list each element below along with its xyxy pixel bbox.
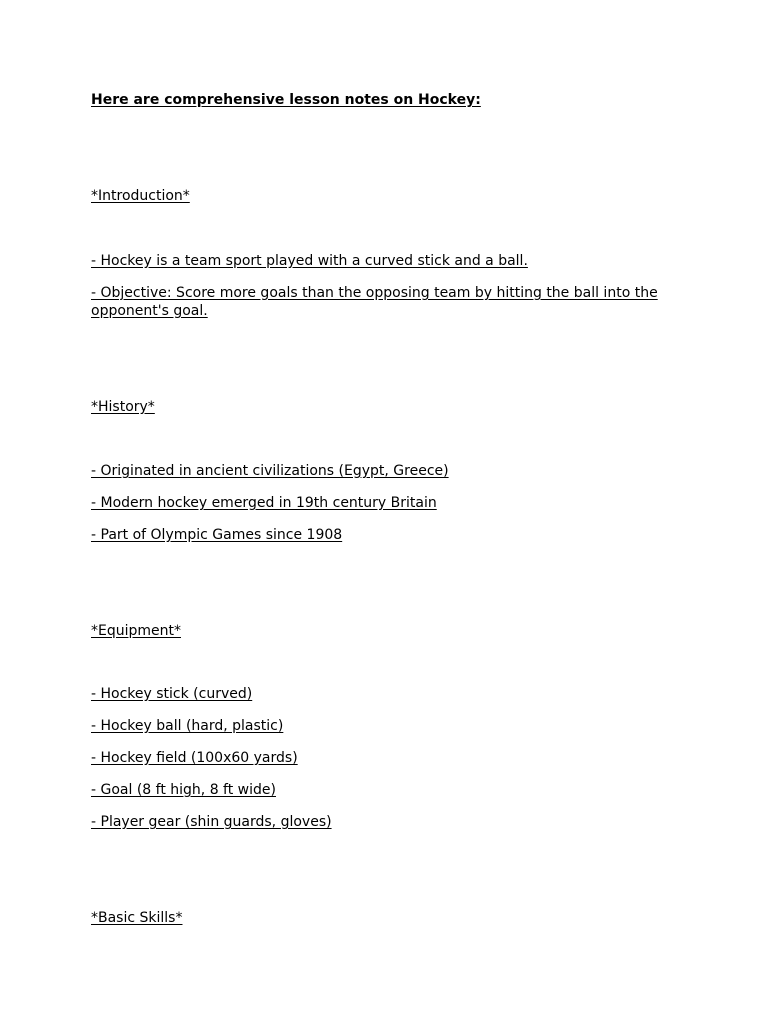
section-heading-introduction: *Introduction* [91, 188, 190, 204]
section-heading-basic-skills: *Basic Skills* [91, 910, 183, 926]
section-heading-equipment: *Equipment* [91, 623, 181, 639]
list-item: - Hockey ball (hard, plastic) [91, 718, 284, 734]
list-item: - Part of Olympic Games since 1908 [91, 527, 343, 543]
list-item: - Modern hockey emerged in 19th century Britain [91, 495, 437, 511]
section-heading-history: *History* [91, 399, 155, 415]
list-item: - Hockey is a team sport played with a curved stick and a ball. [91, 253, 528, 269]
list-item: - Originated in ancient civilizations (Egypt, Greece) [91, 463, 449, 479]
list-item: - Hockey field (100x60 yards) [91, 750, 298, 766]
page-title: Here are comprehensive lesson notes on Hockey: [91, 92, 481, 108]
list-item: - Player gear (shin guards, gloves) [91, 814, 332, 830]
list-item: - Objective: Score more goals than the opposing team by hitting the ball into the opponent's goal. [91, 285, 658, 319]
list-item: - Goal (8 ft high, 8 ft wide) [91, 782, 276, 798]
list-item: - Hockey stick (curved) [91, 686, 253, 702]
